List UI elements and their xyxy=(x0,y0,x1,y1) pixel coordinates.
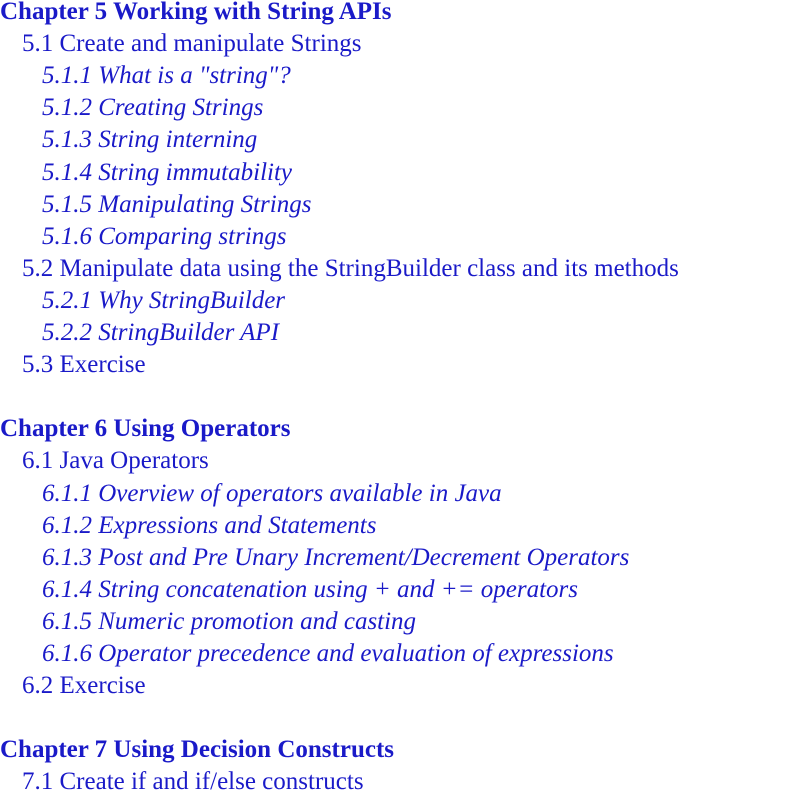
subsection-link[interactable]: 5.1.2 Creating Strings xyxy=(42,94,264,122)
subsection-link[interactable]: 5.1.4 String immutability xyxy=(42,158,292,186)
subsection-link[interactable]: 6.1.3 Post and Pre Unary Increment/Decrement Operators xyxy=(42,543,630,571)
subsection-link[interactable]: 6.1.4 String concatenation using + and += operators xyxy=(42,575,579,603)
subsection-link[interactable]: 6.1.2 Expressions and Statements xyxy=(42,511,377,539)
section-link[interactable]: 6.2 Exercise xyxy=(22,672,146,700)
subsection-link[interactable]: 6.1.5 Numeric promotion and casting xyxy=(42,607,417,635)
chapter-heading-link[interactable]: Chapter 5 Working with String APIs xyxy=(0,0,392,25)
chapter-heading-link[interactable]: Chapter 7 Using Decision Constructs xyxy=(0,736,394,764)
subsection-link[interactable]: 6.1.6 Operator precedence and evaluation of expressions xyxy=(42,640,614,667)
section-link[interactable]: 5.3 Exercise xyxy=(22,351,146,379)
subsection-link[interactable]: 5.1.3 String interning xyxy=(42,126,258,154)
subsection-link[interactable]: 5.2.1 Why StringBuilder xyxy=(42,286,286,314)
section-link[interactable]: 5.2 Manipulate data using the StringBuilder class and its methods xyxy=(22,254,679,282)
subsection-link[interactable]: 5.1.1 What is a "string"? xyxy=(42,62,291,90)
chapter-heading-link[interactable]: Chapter 6 Using Operators xyxy=(0,415,291,443)
section-link[interactable]: 6.1 Java Operators xyxy=(22,447,209,475)
subsection-link[interactable]: 5.1.6 Comparing strings xyxy=(42,222,287,250)
section-link[interactable]: 5.1 Create and manipulate Strings xyxy=(22,30,362,58)
subsection-link[interactable]: 5.2.2 StringBuilder API xyxy=(42,319,280,346)
subsection-link[interactable]: 5.1.5 Manipulating Strings xyxy=(42,190,312,218)
section-link[interactable]: 7.1 Create if and if/else constructs xyxy=(22,768,364,796)
subsection-link[interactable]: 6.1.1 Overview of operators available in Java xyxy=(42,479,502,507)
